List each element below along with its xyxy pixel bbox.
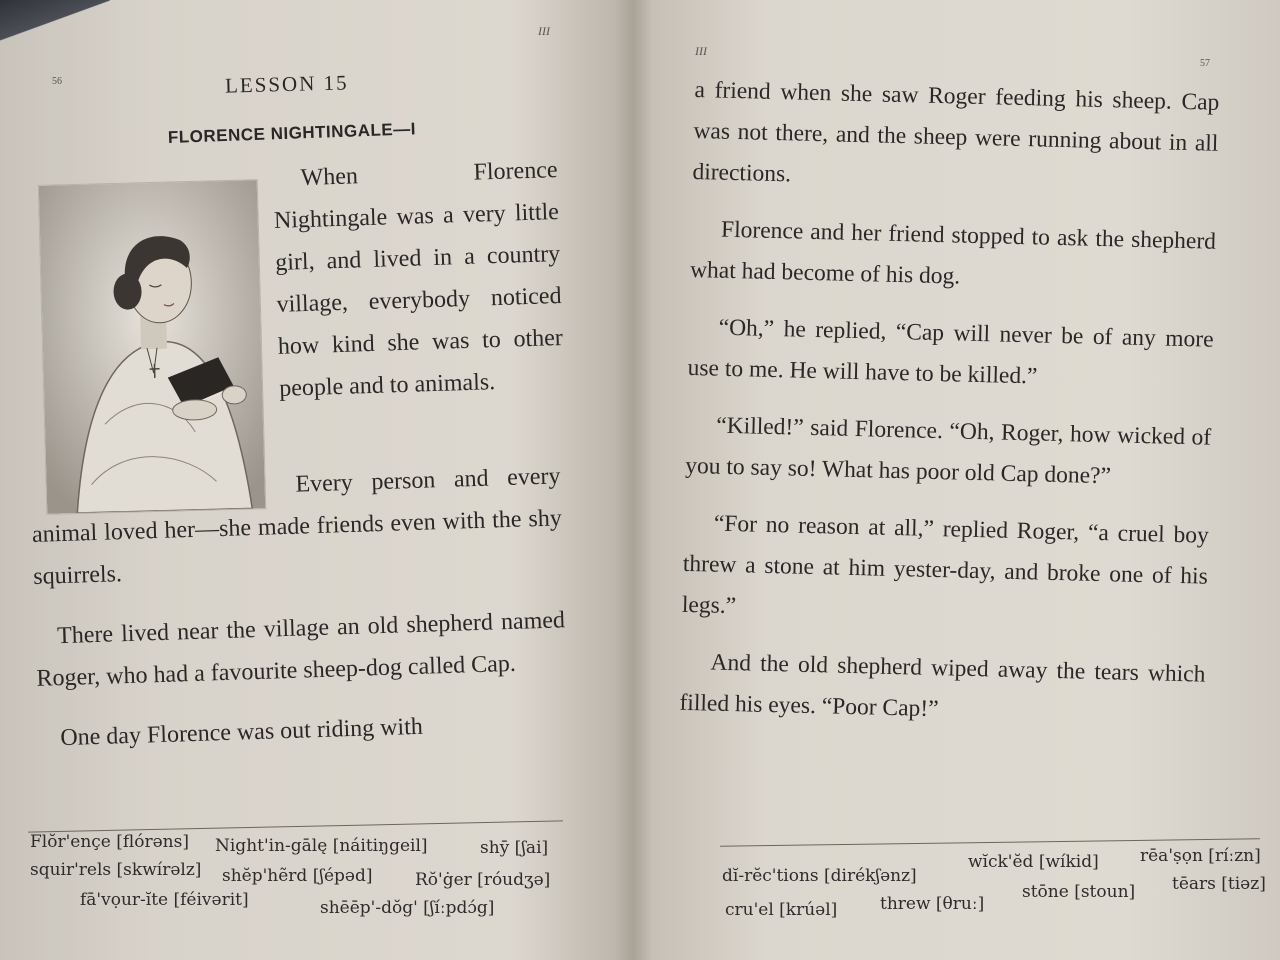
glossary-entry: dĭ-rĕc'tions [dirékʃənz]	[722, 866, 917, 886]
page-number: 57	[1200, 58, 1210, 69]
paragraph: When Florence Nightingale was a very little girl, and lived in a country village, everybody noticed how kind she was to other people and to animals.	[273, 157, 564, 402]
right-body-text	[679, 70, 1220, 753]
glossary-entry: shȳ [ʃai]	[480, 838, 549, 858]
glossary-entry: tēars [tiəz]	[1172, 874, 1266, 894]
running-number: III	[695, 44, 707, 58]
chapter-title: FLORENCE NIGHTINGALE—I	[167, 119, 417, 147]
glossary-entry: Night'in-gālę [náitiŋgeil]	[215, 836, 428, 856]
pronunciation-glossary	[0, 0, 610, 960]
glossary-entry: Flŏr'ençe [flórəns]	[30, 832, 189, 852]
glossary-entry: wĭck'ĕd [wíkid]	[968, 852, 1099, 872]
paragraph: “For no reason at all,” replied Roger, “a cruel boy threw a stone at him yester-day, and broke one of his legs.”	[681, 510, 1210, 620]
paragraph: And the old shepherd wiped away the tears which filled his eyes. “Poor Cap!”	[679, 649, 1206, 723]
paragraph: “Killed!” said Florence. “Oh, Roger, how wicked of you to say so! What has poor old Cap done?”	[685, 412, 1212, 490]
glossary-entry: stōne [stoun]	[1022, 882, 1136, 902]
left-page	[0, 0, 610, 960]
paragraph: Every person and every animal loved her—she made friends even with the shy squirrels.	[31, 463, 563, 590]
glossary-entry: cru'el [krúəl]	[725, 900, 838, 920]
paragraph: There lived near the village an old shepherd named Roger, who had a favourite sheep-dog called Cap.	[36, 607, 566, 692]
paragraph: One day Florence was out riding with	[59, 713, 424, 752]
running-number: III	[538, 24, 550, 38]
paragraph: a friend when she saw Roger feeding his sheep. Cap was not there, and the sheep were running about in all directions.	[692, 76, 1220, 188]
glossary-entry: squir'rels [skwírəlz]	[30, 860, 202, 880]
lesson-heading: LESSON 15	[224, 70, 349, 98]
paragraph: “Oh,” he replied, “Cap will never be of any more use to me. He will have to be killed.”	[687, 314, 1214, 390]
glossary-entry: shēēp'-dŏg' [ʃíːpdɔ́g]	[320, 898, 495, 918]
page-number: 56	[52, 76, 62, 87]
glossary-entry: shĕp'hẽrd [ʃépəd]	[222, 866, 373, 886]
paragraph: Florence and her friend stopped to ask the shepherd what had become of his dog.	[689, 216, 1217, 290]
glossary-entry: threw [θruː]	[880, 894, 985, 914]
glossary-entry: rēa'ṣọn [ríːzn]	[1140, 846, 1261, 866]
glossary-entry: Rŏ'ġer [róudʒə]	[415, 870, 551, 890]
glossary-entry: fā'vọur-ĭte [féivərit]	[80, 890, 249, 910]
